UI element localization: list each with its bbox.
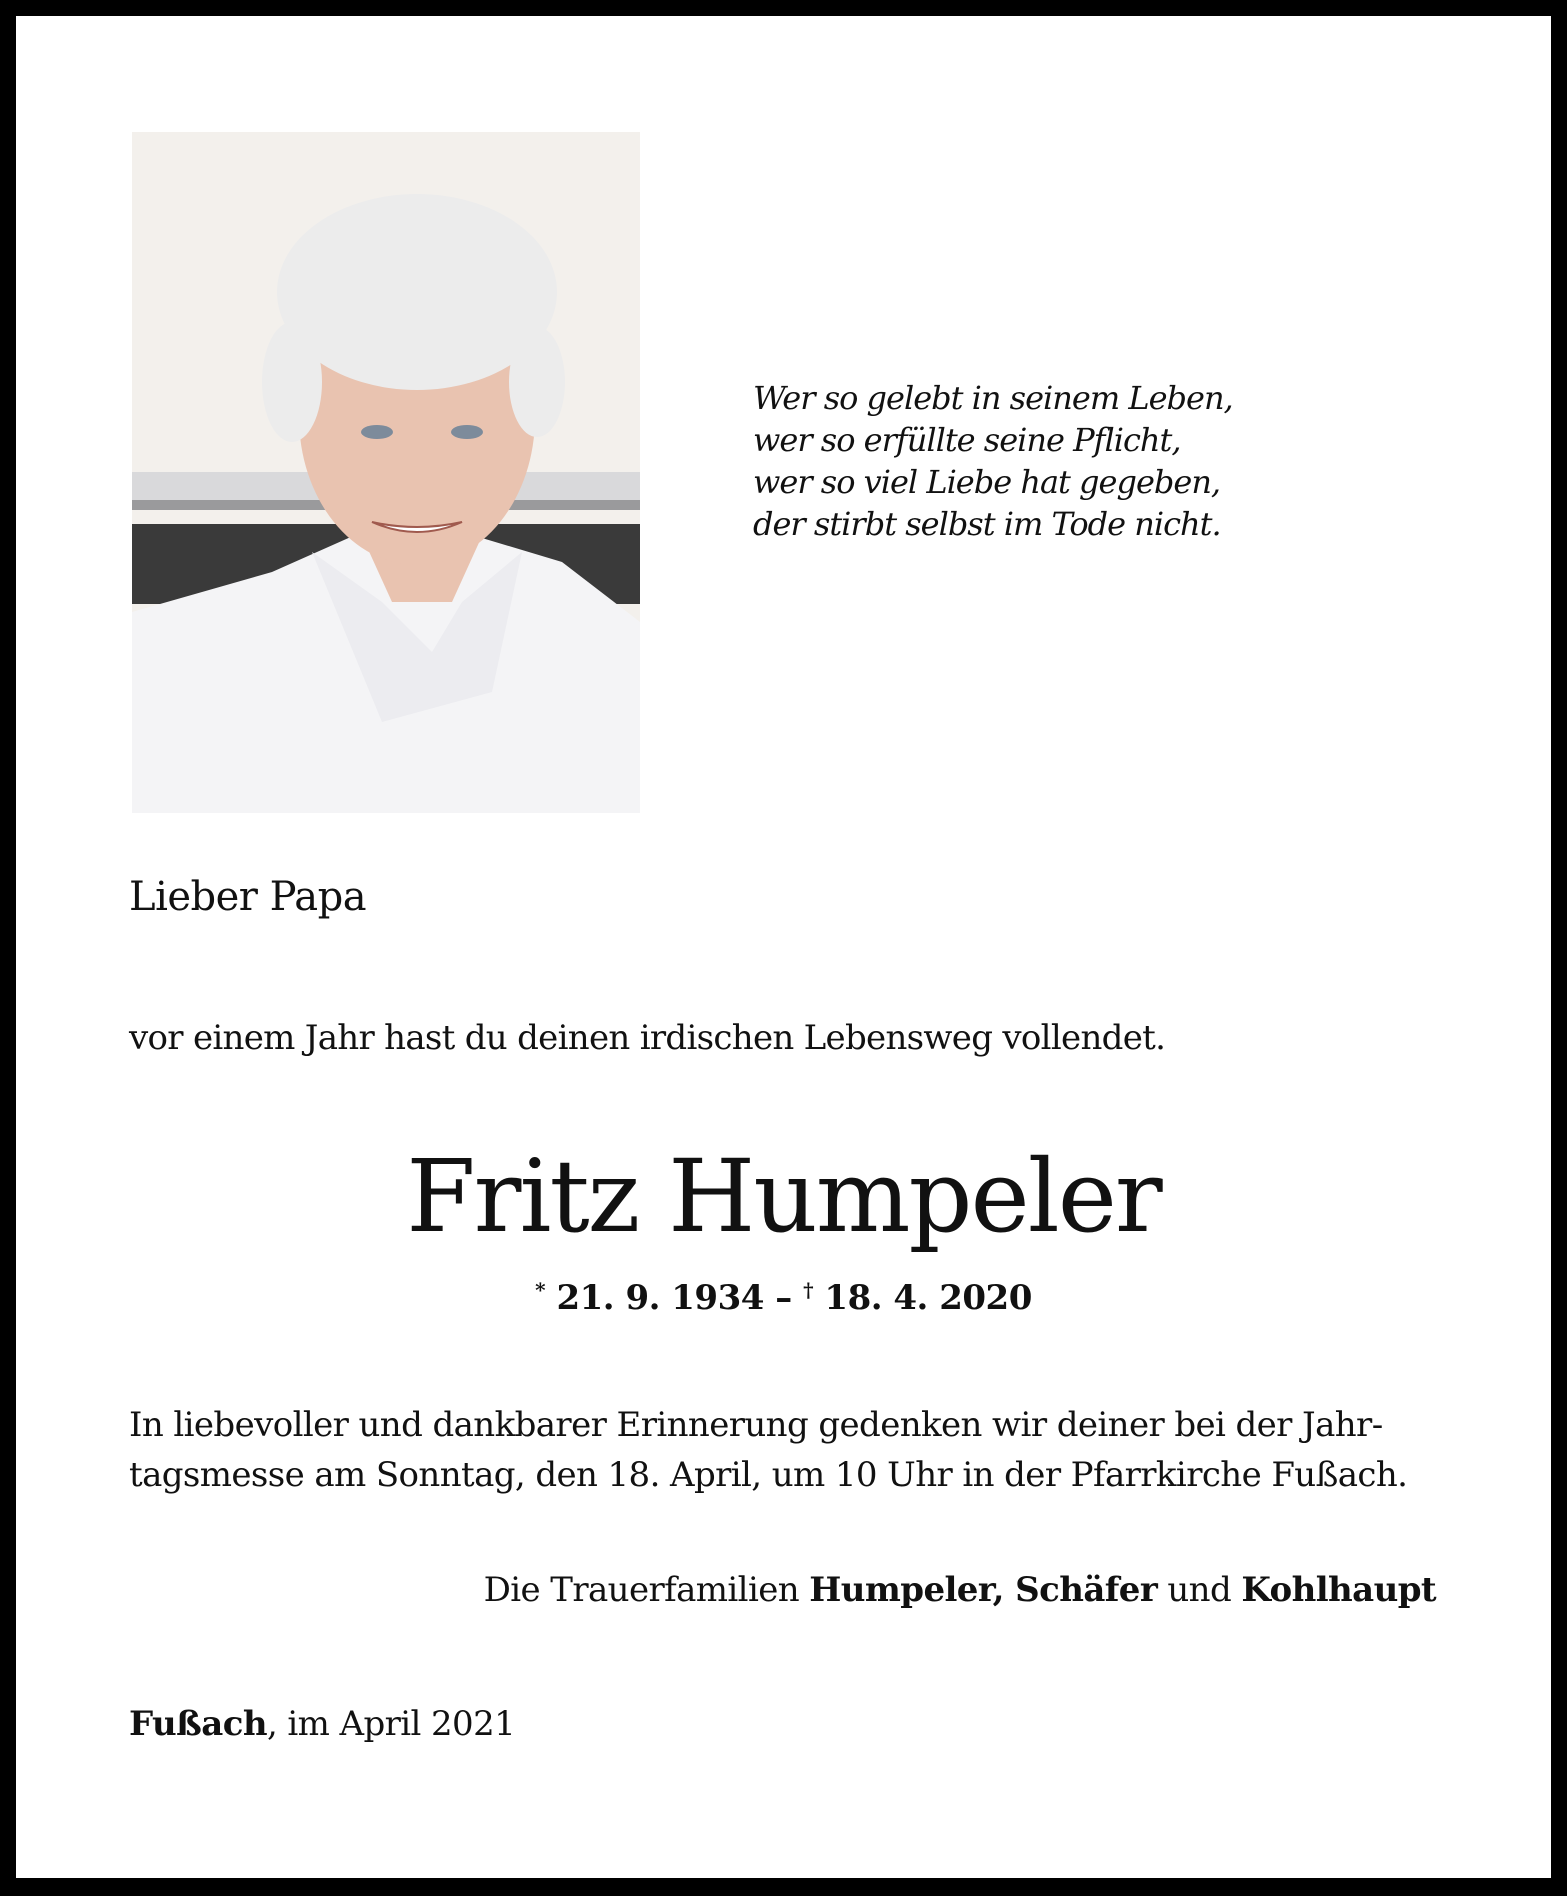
poem-line: der stirbt selbst im Tode nicht.: [753, 505, 1221, 543]
place-and-date: [129, 1704, 515, 1744]
obituary-notice: [16, 16, 1551, 1878]
intro-text: vor einem Jahr hast du deinen irdischen Lebensweg vollendet.: [129, 1018, 1166, 1058]
poem-line: wer so viel Liebe hat gegeben,: [753, 463, 1221, 501]
poem: [753, 377, 1233, 545]
salutation: Lieber Papa: [129, 874, 367, 920]
date-dash: –: [763, 1278, 804, 1318]
portrait-photo-icon: [132, 132, 640, 813]
place-town: Fußach: [129, 1704, 267, 1744]
families-prefix: Die Trauerfamilien: [483, 1570, 810, 1610]
poem-line: wer so erfüllte seine Pflicht,: [753, 421, 1181, 459]
memorial-line: tagsmesse am Sonntag, den 18. April, um 10 Uhr in der Pfarrkirche Fußach.: [129, 1455, 1408, 1495]
place-date: , im April 2021: [266, 1704, 516, 1744]
memorial-text: [129, 1400, 1449, 1500]
life-dates: [16, 1278, 1551, 1318]
death-date: 18. 4. 2020: [824, 1278, 1032, 1318]
death-symbol: †: [803, 1278, 814, 1302]
portrait-photo: [132, 132, 640, 813]
birth-symbol: *: [535, 1278, 546, 1302]
family-names-1: Humpeler, Schäfer: [809, 1570, 1158, 1610]
poem-line: Wer so gelebt in seinem Leben,: [753, 379, 1233, 417]
families-conjunction: und: [1157, 1570, 1242, 1610]
family-names-2: Kohlhaupt: [1241, 1570, 1436, 1610]
memorial-line: In liebevoller und dankbarer Erinnerung gedenken wir deiner bei der Jahr-: [129, 1405, 1383, 1445]
birth-date: 21. 9. 1934: [556, 1278, 764, 1318]
mourning-families: [484, 1570, 1436, 1610]
deceased-name: Fritz Humpeler: [406, 1138, 1161, 1255]
